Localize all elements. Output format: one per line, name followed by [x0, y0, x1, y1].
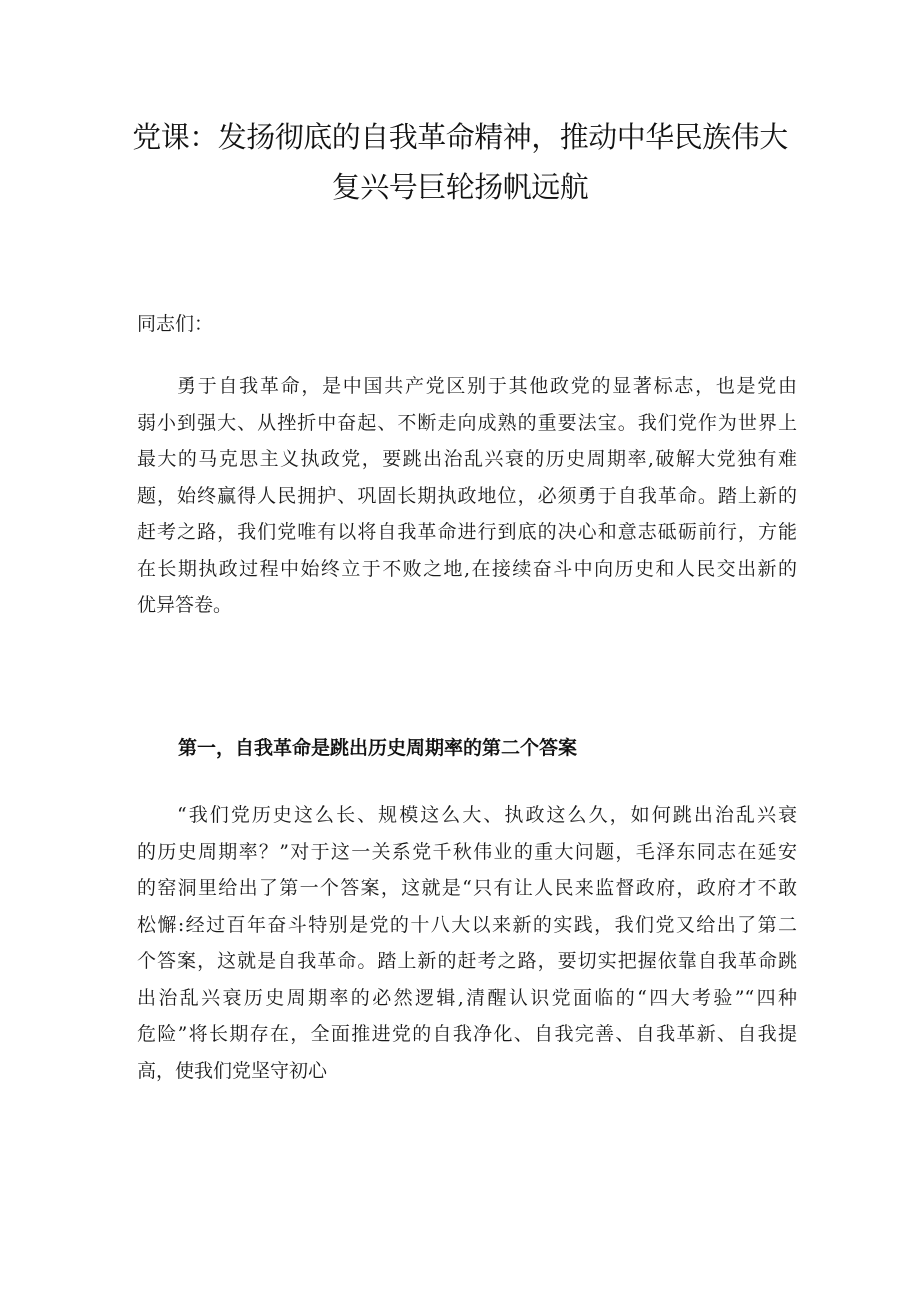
paragraph-line: 弱小到强大、从挫折中奋起、不断走向成熟的重要法宝。我们党作为世界上	[137, 411, 797, 434]
paragraph-line: 最大的马克思主义执政党，要跳出治乱兴衰的历史周期率,破解大党独有难	[137, 448, 797, 470]
paragraph-2	[137, 797, 797, 1089]
title-line-2: 复兴号巨轮扬帆远航	[331, 170, 589, 204]
paragraph-line: 个答案，这就是自我革命。踏上新的赶考之路，要切实把握依靠自我革命跳	[137, 950, 797, 972]
paragraph-line: 高，使我们党坚守初心	[137, 1059, 328, 1082]
paragraph-line: “我们党历史这么长、规模这么大、执政这么久，如何跳出治乱兴衰	[177, 804, 797, 826]
paragraph-line: 在长期执政过程中始终立于不败之地,在接续奋斗中向历史和人民交出新的	[137, 557, 797, 580]
greeting	[137, 306, 797, 343]
paragraph-line: 题，始终赢得人民拥护、巩固长期执政地位，必须勇于自我革命。踏上新的	[137, 484, 797, 507]
section-heading: 第一，自我革命是跳出历史周期率的第二个答案	[178, 737, 578, 759]
paragraph-line: 的窑洞里给出了第一个答案，这就是“只有让人民来监督政府，政府才不敢	[137, 877, 797, 899]
greeting-text: 同志们：	[137, 313, 214, 335]
paragraph-line: 的历史周期率？”对于这一关系党千秋伟业的重大问题，毛泽东同志在延安	[137, 840, 797, 863]
paragraph-line: 勇于自我革命，是中国共产党区别于其他政党的显著标志，也是党由	[177, 375, 797, 397]
paragraph-line: 优异答卷。	[137, 594, 233, 616]
paragraph-1	[137, 368, 797, 624]
paragraph-line: 出治乱兴衰历史周期率的必然逻辑,清醒认识党面临的“四大考验”“四种	[137, 986, 797, 1009]
document-title	[120, 112, 800, 212]
title-line-1: 党课：发扬彻底的自我革命精神，推动中华民族伟大	[132, 120, 788, 154]
paragraph-line: 赶考之路，我们党唯有以将自我革命进行到底的决心和意志砥砺前行，方能	[137, 521, 797, 543]
paragraph-line: 松懈:经过百年奋斗特别是党的十八大以来新的实践，我们党又给出了第二	[137, 913, 797, 936]
paragraph-line: 危险”将长期存在，全面推进党的自我净化、自我完善、自我革新、自我提	[137, 1023, 797, 1045]
